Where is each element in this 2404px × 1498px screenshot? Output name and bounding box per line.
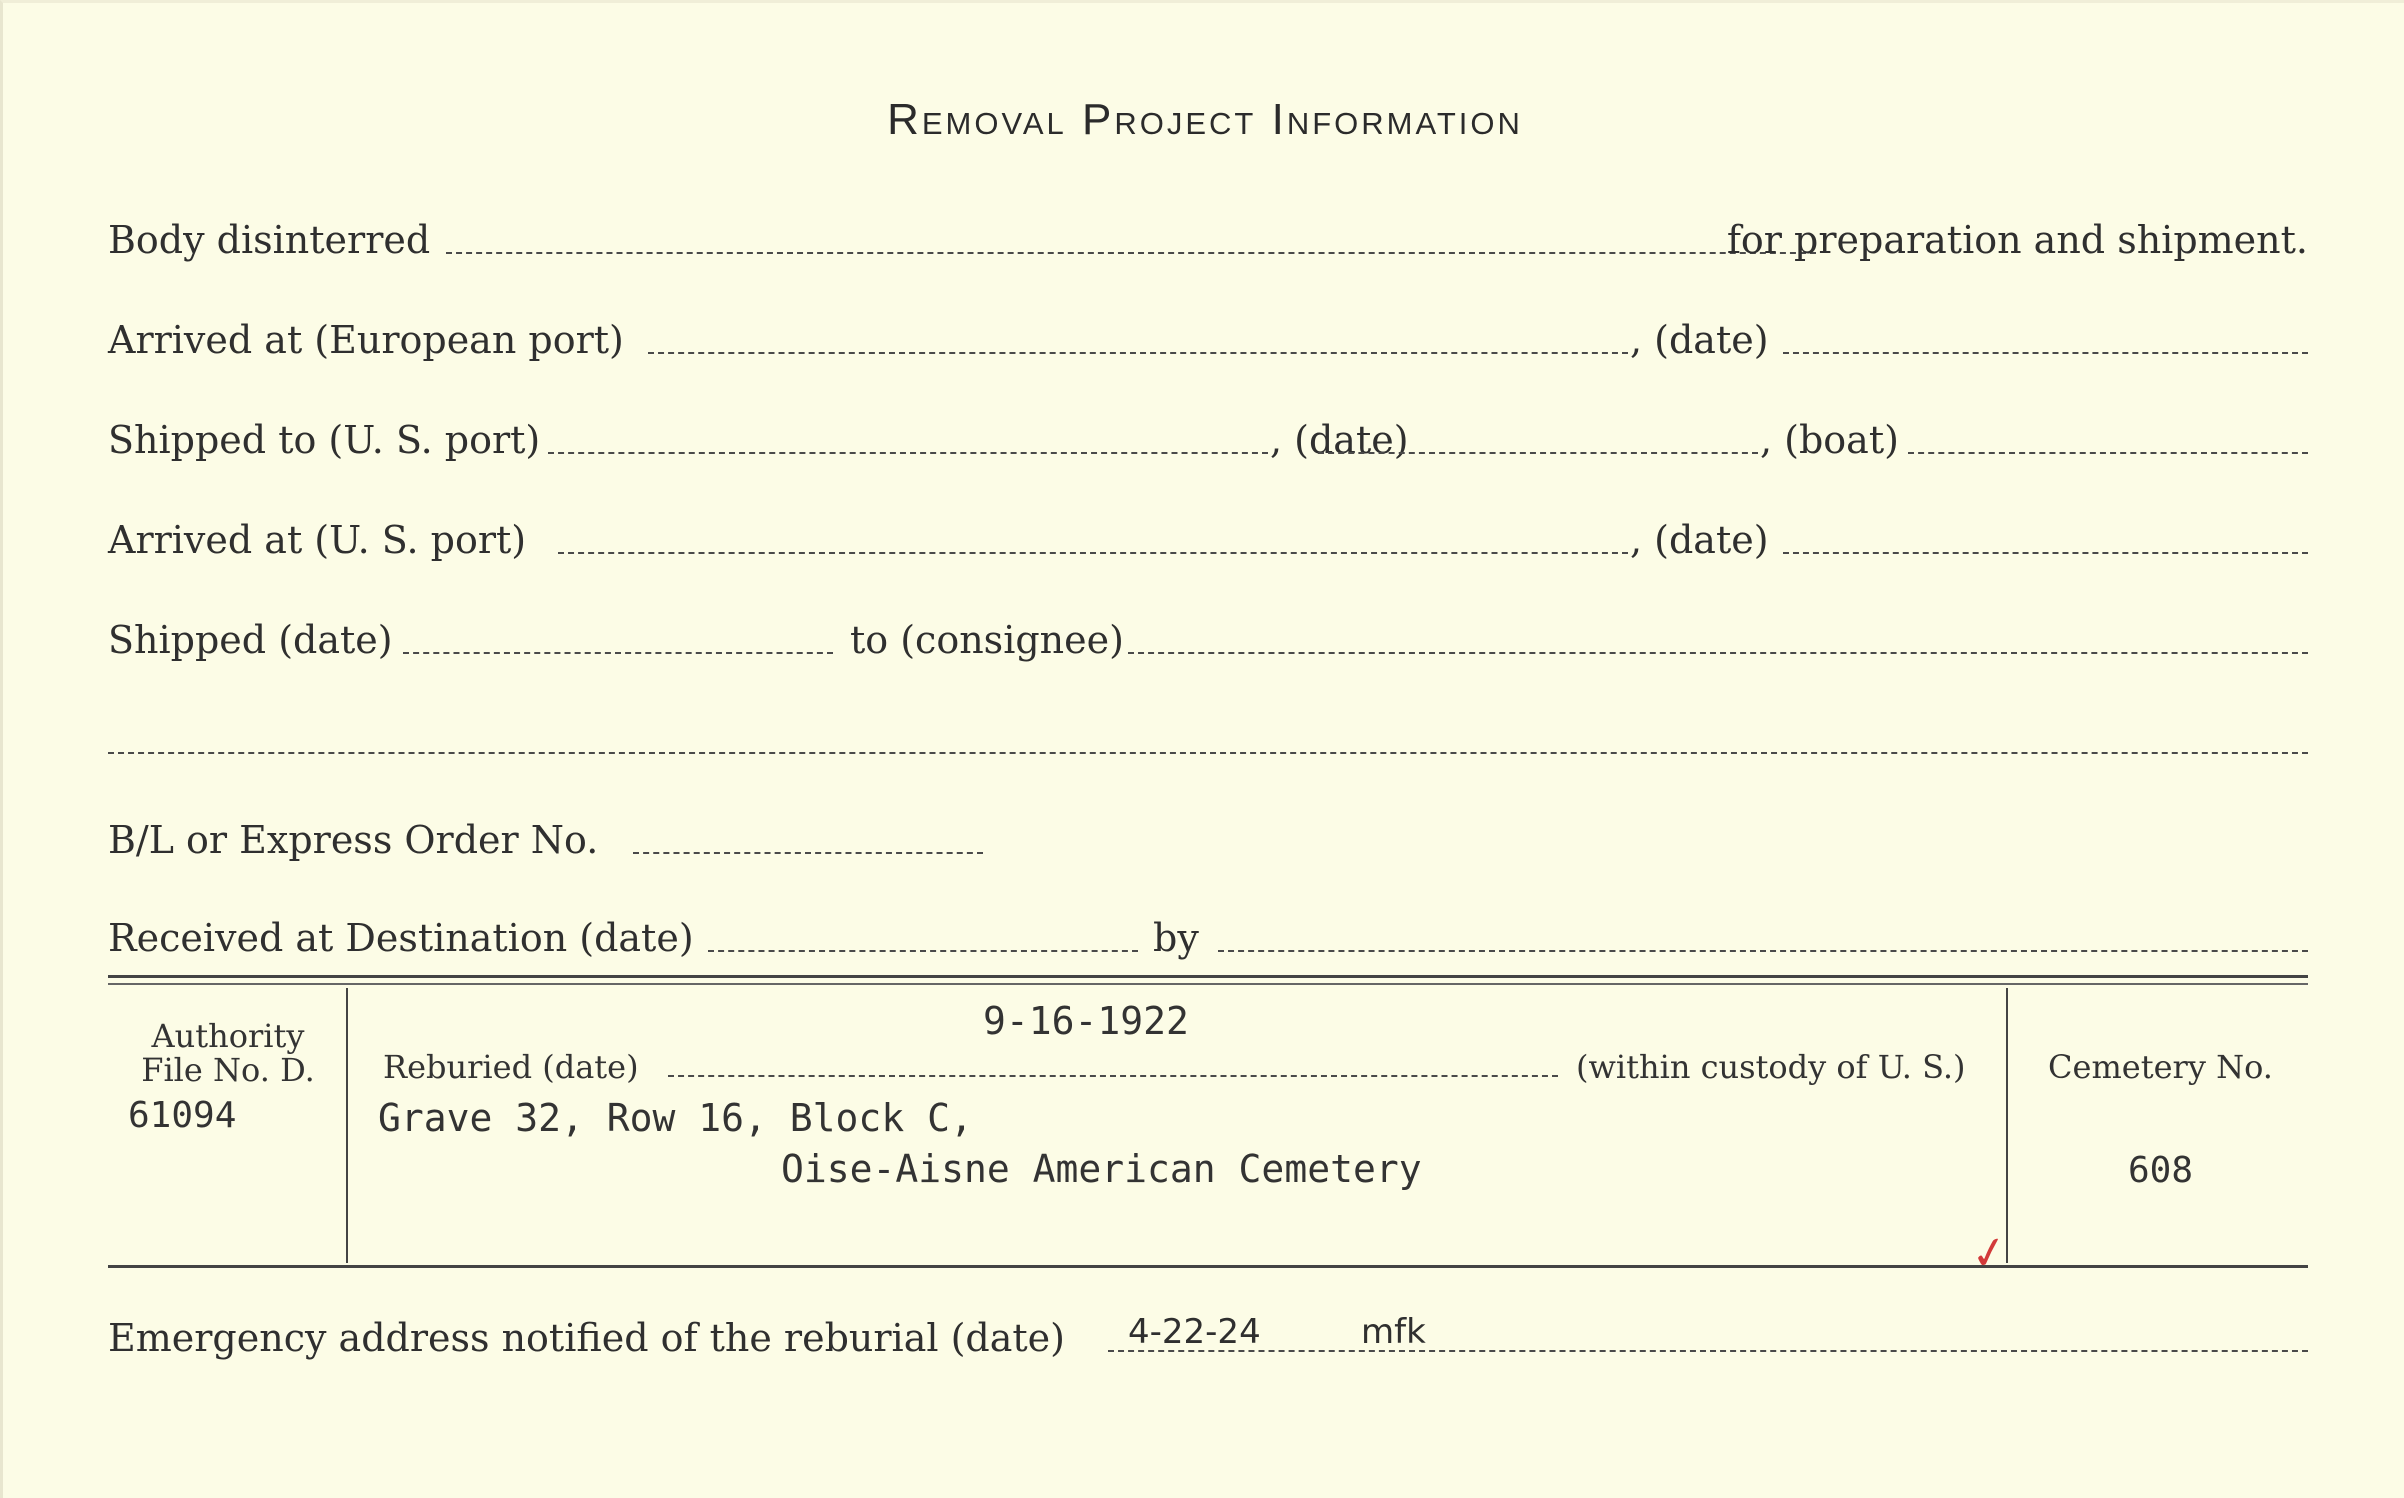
field-emergency-date[interactable]: [1108, 1350, 2308, 1352]
authority-label: Authority: [151, 1017, 305, 1055]
row-bl-order: [108, 818, 2308, 862]
label-bl-order: B/L or Express Order No.: [108, 818, 599, 862]
field-consignee-continued[interactable]: [108, 752, 2308, 754]
form-title: Removal Project Information: [887, 95, 1523, 144]
label-arrived-us-date: , (date): [1630, 518, 1769, 562]
label-consignee: to (consignee): [850, 618, 1124, 662]
cemetery-name: Oise-Aisne American Cemetery: [781, 1147, 1422, 1191]
box-divider-left: [346, 988, 348, 1263]
reburied-label: Reburied (date): [383, 1048, 639, 1086]
row-consignee-continued: [108, 718, 2308, 762]
field-arrived-us-date[interactable]: [1783, 552, 2308, 554]
box-divider-right: [2006, 988, 2008, 1263]
cemetery-no-value: 608: [2127, 1150, 2194, 1191]
field-received-date[interactable]: [708, 950, 1138, 952]
field-boat[interactable]: [1908, 452, 2308, 454]
row-arrived-us: [108, 518, 2308, 562]
label-shipped-us: Shipped to (U. S. port): [108, 418, 541, 462]
cemetery-no-label: Cemetery No.: [2048, 1048, 2273, 1086]
field-reburied-date[interactable]: [668, 1075, 1558, 1077]
field-european-port[interactable]: [648, 352, 1628, 354]
label-preparation-shipment: for preparation and shipment.: [1726, 218, 2308, 262]
field-body-disinterred[interactable]: [446, 252, 1816, 254]
label-by: by: [1153, 916, 1199, 960]
field-shipped-date[interactable]: [1318, 452, 1758, 454]
label-shipped-date: , (date): [1270, 418, 1409, 462]
file-no-label: File No. D.: [141, 1051, 315, 1089]
label-european-date: , (date): [1630, 318, 1769, 362]
row-emergency: [108, 1312, 2308, 1360]
box-top-rule-inner: [108, 983, 2308, 985]
custody-label: (within custody of U. S.): [1576, 1048, 1966, 1086]
row-body-disinterred: [108, 218, 2308, 262]
reburied-date-value: 9-16-1922: [983, 999, 1189, 1043]
emergency-initials: mfk: [1361, 1312, 1426, 1352]
row-arrived-european: [108, 318, 2308, 362]
field-received-by[interactable]: [1218, 950, 2308, 952]
file-no-value: 61094: [128, 1095, 237, 1136]
field-european-date[interactable]: [1783, 352, 2308, 354]
emergency-date-value: 4-22-24: [1128, 1312, 1261, 1352]
label-received: Received at Destination (date): [108, 916, 694, 960]
field-shipped-on-date[interactable]: [403, 652, 833, 654]
box-top-rule: [108, 975, 2308, 978]
label-arrived-us: Arrived at (U. S. port): [108, 518, 527, 562]
label-boat: , (boat): [1760, 418, 1899, 462]
red-check-mark-icon: ✓: [1966, 1225, 2013, 1282]
row-received: [108, 916, 2308, 960]
field-consignee[interactable]: [1128, 652, 2308, 654]
row-shipped-consignee: [108, 618, 2308, 662]
field-arrived-us-port[interactable]: [558, 552, 1628, 554]
label-body-disinterred: Body disinterred: [108, 218, 431, 262]
grave-location: Grave 32, Row 16, Block C,: [378, 1096, 973, 1140]
row-shipped-us: [108, 418, 2308, 462]
label-arrived-european: Arrived at (European port): [108, 318, 624, 362]
field-us-port[interactable]: [548, 452, 1268, 454]
label-shipped-date-consignee: Shipped (date): [108, 618, 393, 662]
label-emergency: Emergency address notified of the reburial (date): [108, 1316, 1065, 1360]
field-bl-order[interactable]: [633, 852, 983, 854]
